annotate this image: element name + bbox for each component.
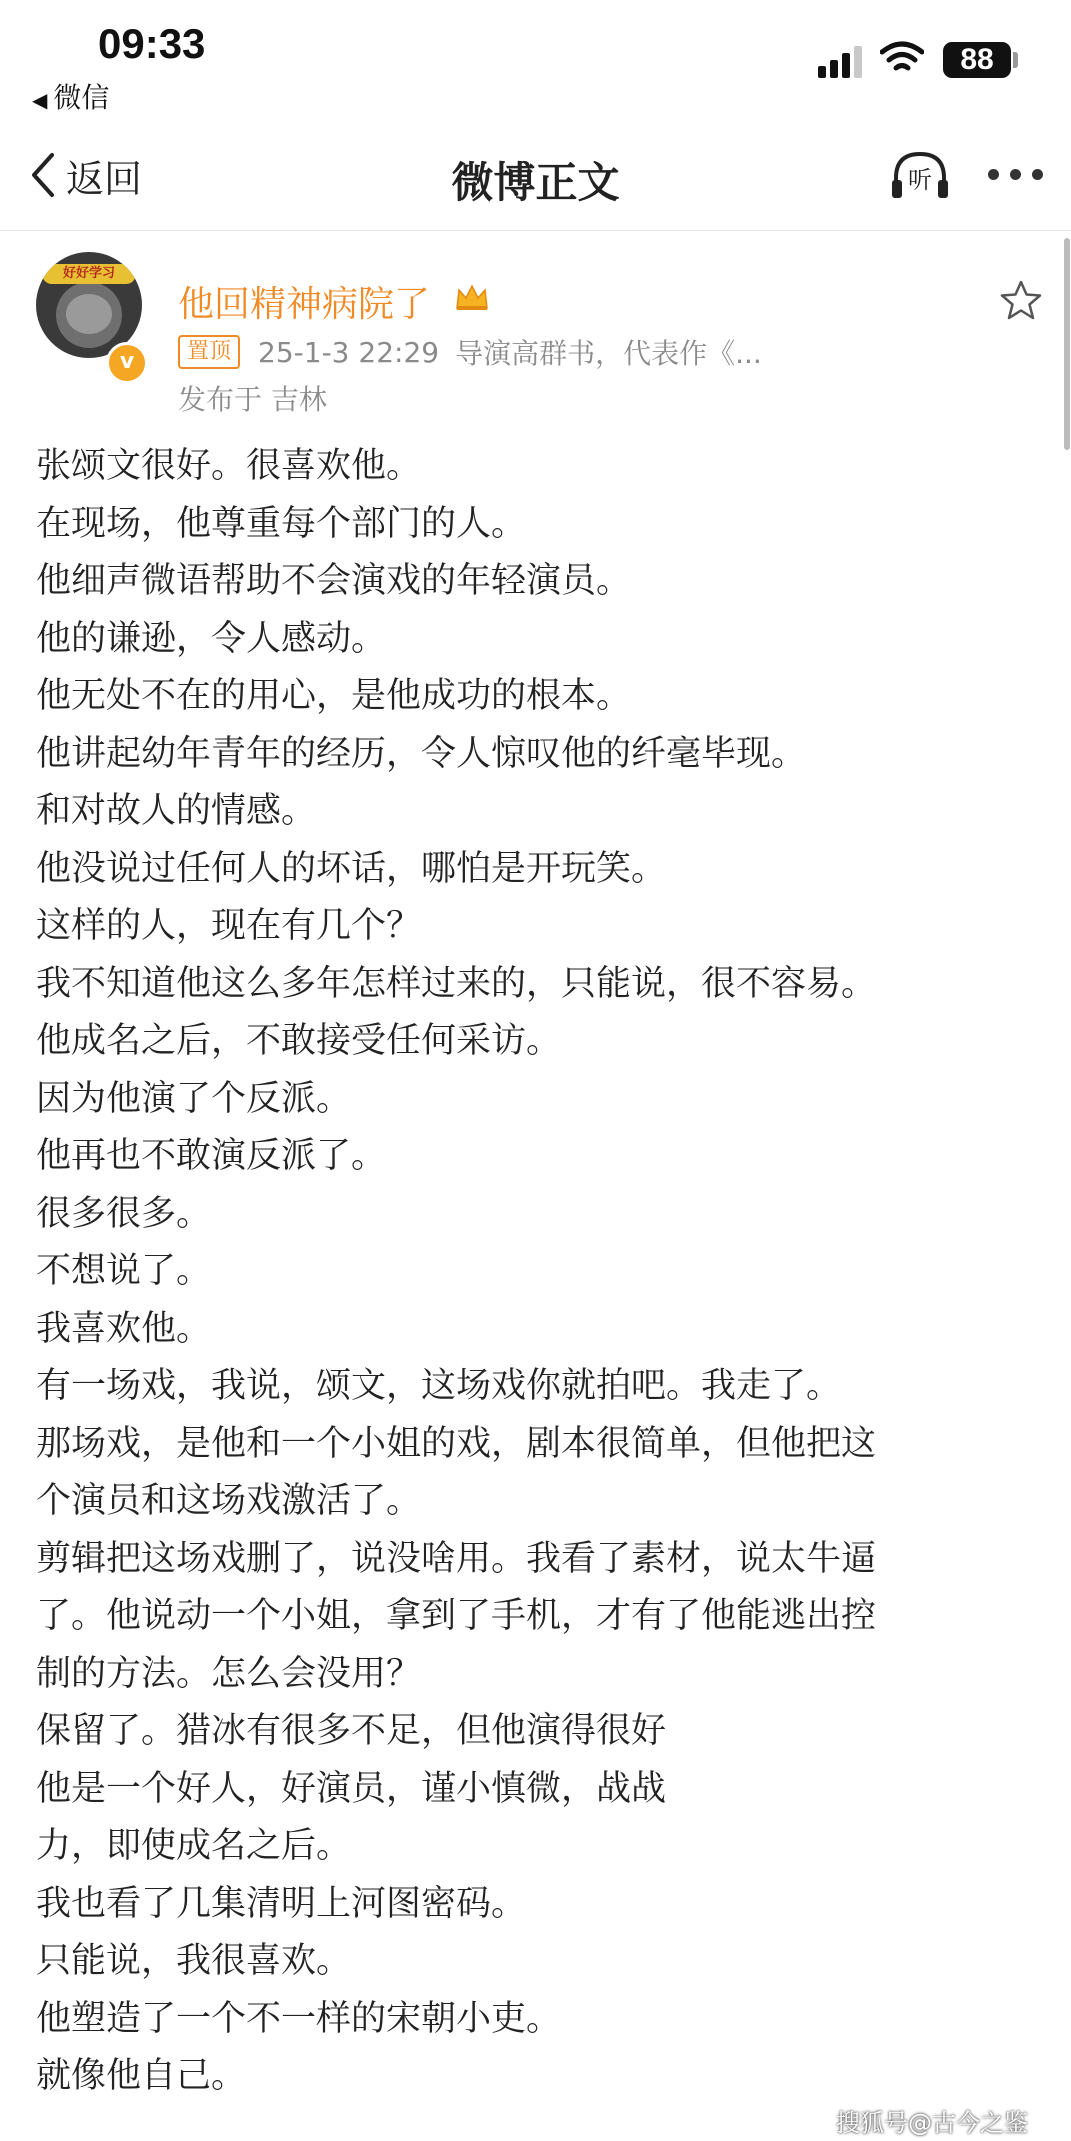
content-line: 力，即使成名之后。 — [36, 1826, 352, 1866]
more-options-button[interactable] — [988, 166, 1046, 186]
page-title: 微博正文 — [451, 158, 620, 207]
chevron-left-icon — [28, 151, 58, 199]
listen-button[interactable] — [888, 148, 952, 204]
crown-icon — [454, 282, 490, 312]
back-button[interactable] — [28, 150, 142, 200]
nav-bar — [0, 120, 1071, 231]
post-content — [36, 438, 1036, 2106]
content-line: 那场戏，是他和一个小姐的戏，剧本很简单，但他把这 — [36, 1423, 877, 1464]
back-label: 返回 — [66, 156, 143, 201]
more-dot-icon — [988, 169, 999, 180]
post-time: 25-1-3 22:29 — [258, 335, 440, 369]
more-dot-icon — [1010, 169, 1021, 180]
more-dot-icon — [1032, 169, 1043, 180]
content-line: 个演员和这场戏激活了。 — [36, 1481, 422, 1521]
pinned-badge: 置顶 — [178, 335, 240, 369]
content-line: 他是一个好人，好演员，谨小慎微，战战 — [36, 1768, 667, 1809]
avatar-banner: 好好学习 — [42, 264, 136, 284]
username-link[interactable]: 他回精神病院了 — [178, 284, 431, 325]
listen-label: 听 — [908, 166, 932, 194]
battery-tip — [1013, 52, 1018, 68]
content-line: 只能说，我很喜欢。 — [36, 1941, 352, 1981]
content-line: 制的方法。怎么会没用？ — [36, 1653, 422, 1694]
post-meta — [178, 334, 762, 370]
favorite-star-icon[interactable] — [998, 278, 1044, 324]
back-to-app-link[interactable] — [32, 76, 109, 116]
content-line: 他无处不在的用心，是他成功的根本。 — [36, 676, 632, 716]
content-line: 我也看了几集清明上河图密码。 — [36, 1883, 527, 1924]
content-line: 张颂文很好。很喜欢他。 — [36, 446, 422, 486]
content-line: 他讲起幼年青年的经历，令人惊叹他的纤毫毕现。 — [36, 733, 807, 774]
content-line: 不想说了。 — [36, 1251, 212, 1291]
content-line: 了。他说动一个小姐，拿到了手机，才有了他能逃出控 — [36, 1596, 877, 1636]
content-line: 在现场，他尊重每个部门的人。 — [36, 503, 527, 544]
post-header — [0, 230, 1071, 430]
content-line: 他没说过任何人的坏话，哪怕是开玩笑。 — [36, 848, 667, 889]
post-location: 发布于 吉林 — [178, 383, 327, 416]
content-line: 很多很多。 — [36, 1193, 212, 1234]
watermark: 搜狐号@古今之鉴 — [836, 2109, 1028, 2137]
content-line: 他成名之后，不敢接受任何采访。 — [36, 1021, 562, 1061]
content-line: 保留了。猎冰有很多不足，但他演得很好 — [36, 1711, 667, 1751]
content-line: 和对故人的情感。 — [36, 791, 317, 831]
battery-indicator: 88 — [943, 42, 1011, 78]
back-app-label: 微信 — [53, 81, 110, 114]
content-line: 这样的人，现在有几个？ — [36, 906, 422, 946]
post-author-intro: 导演高群书，代表作《... — [455, 337, 762, 370]
content-line: 我不知道他这么多年怎样过来的，只能说，很不容易。 — [36, 963, 877, 1004]
content-line: 就像他自己。 — [36, 2056, 247, 2096]
content-line: 他再也不敢演反派了。 — [36, 1136, 387, 1176]
back-triangle-icon: ◀ — [32, 88, 48, 112]
content-line: 他细声微语帮助不会演戏的年轻演员。 — [36, 561, 632, 601]
verified-badge-icon: v — [106, 342, 148, 384]
content-line: 我喜欢他。 — [36, 1308, 212, 1349]
wifi-icon — [880, 40, 924, 76]
content-line: 因为他演了个反派。 — [36, 1078, 352, 1119]
content-line: 剪辑把这场戏删了，说没啥用。我看了素材，说太牛逼 — [36, 1538, 877, 1579]
content-line: 他塑造了一个不一样的宋朝小吏。 — [36, 1998, 562, 2039]
content-line: 他的谦逊，令人感动。 — [36, 618, 387, 659]
status-bar — [0, 0, 1071, 120]
status-time: 09:33 — [98, 20, 206, 67]
content-line: 有一场戏，我说，颂文，这场戏你就拍吧。我走了。 — [36, 1366, 842, 1406]
cellular-signal-icon — [818, 44, 866, 78]
avatar-dog-face — [66, 294, 112, 334]
